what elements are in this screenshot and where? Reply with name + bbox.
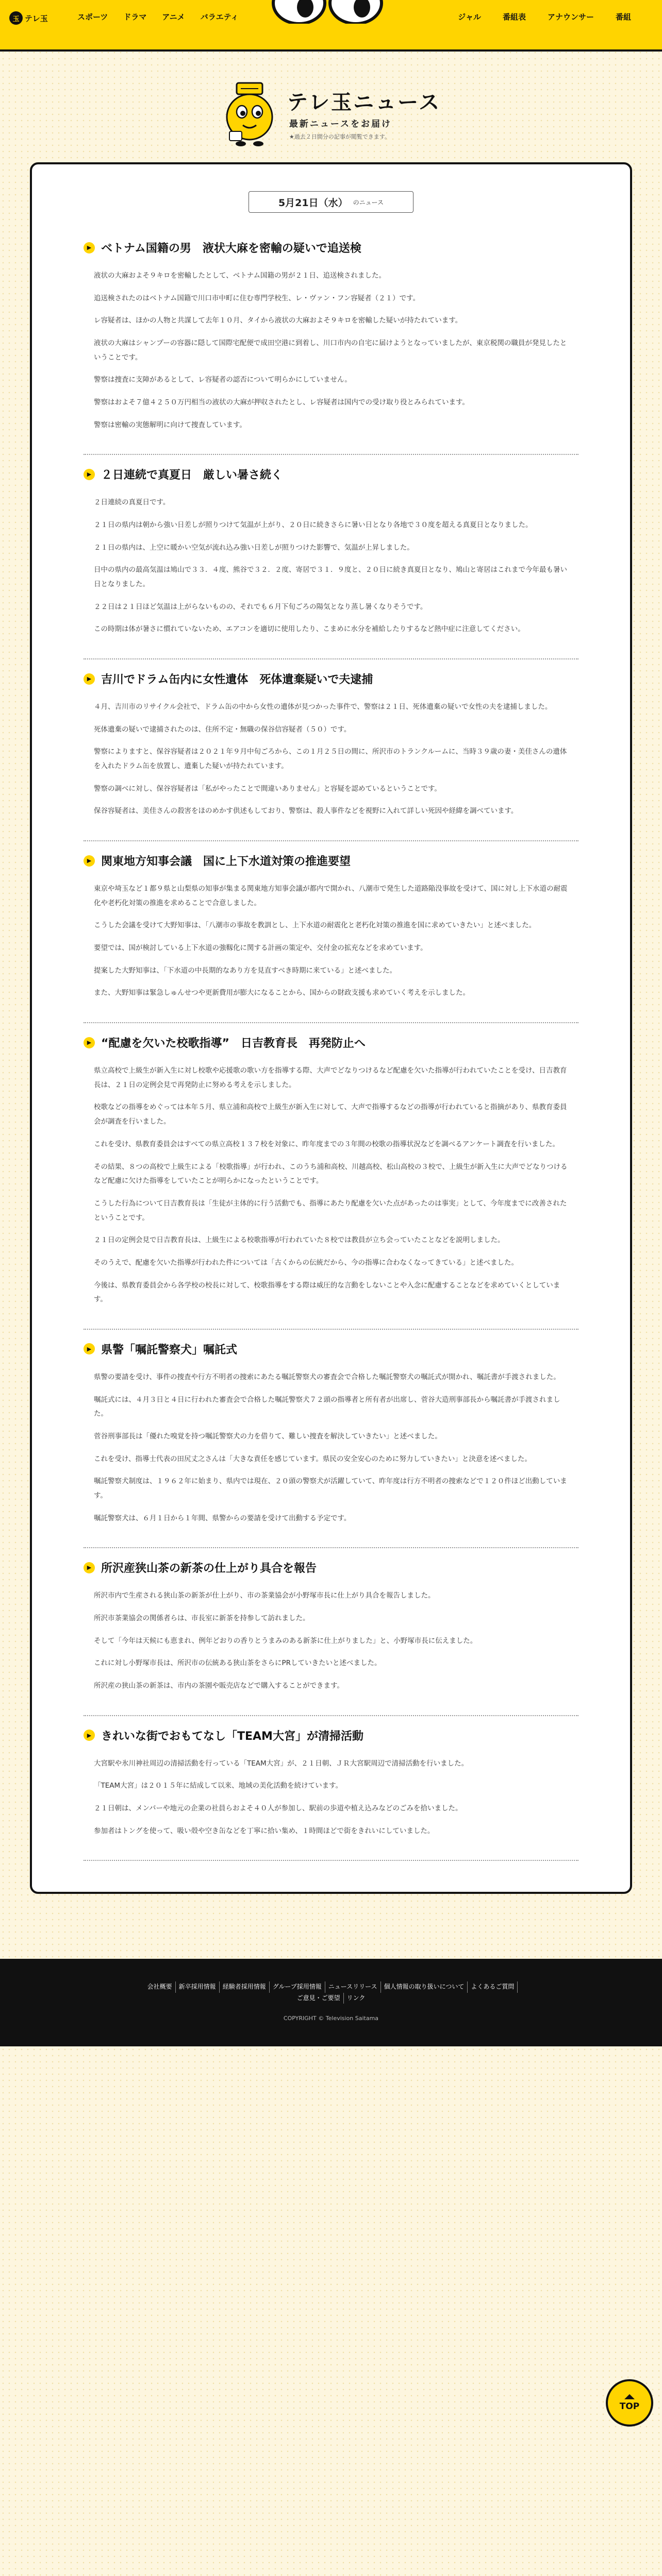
back-to-top-label: TOP [619,2401,640,2412]
news-title [84,1560,578,1575]
news-paragraph: ２日連続の真夏日です。 [94,498,170,507]
footer-link[interactable]: 会社概要 [144,1981,176,1993]
footer-link[interactable]: リンク [346,1994,366,2002]
news-title-text: きれいな街でおもてなし「TEAM大宮」が清掃活動 [101,1730,363,1743]
news-paragraph: この時期は体が暑さに慣れていないため、エアコンを適切に使用したり、こまめに水分を補給したりするなど熱中症に注意してください。 [94,625,525,634]
news-paragraph: 警察は密輸の実態解明に向けて捜査しています。 [94,420,246,429]
news-body [84,1064,578,1307]
mascot-eyes-icon [268,0,387,24]
date-label: 5月21日（水） [278,197,348,209]
chevron-right-icon: ▶ [84,673,95,685]
site-logo[interactable] [9,11,48,25]
news-paragraph: ２１日の県内は、上空に暖かい空気が流れ込み強い日差しが照りつけた影響で、気温が上昇しました。 [94,543,414,552]
news-paragraph: レ容疑者は、ほかの人物と共謀して去年１０月、タイから液状の大麻およそ９キロを密輸した疑いが持たれています。 [94,316,462,325]
footer-link[interactable]: 新卒採用情報 [176,1981,220,1993]
footer-link[interactable]: ご意見・ご要望 [294,1993,344,2004]
news-body [84,1757,578,1839]
news-paragraph: 所沢産の狭山茶の新茶は、市内の茶園や販売店などで購入することができます。 [94,1681,344,1690]
news-paragraph: 「TEAM大宮」は２０１５年に結成して以来、地域の美化活動を続けています。 [94,1782,343,1790]
news-paragraph: ２１日の県内は朝から強い日差しが照りつけて気温が上がり、２０日に続きさらに暑い日となり各地で３０度を超える真夏日となりました。 [94,521,533,530]
mascot-icon [221,80,278,147]
news-article [84,1548,578,1716]
nav-item-anime[interactable]: アニメ [162,12,185,22]
news-title [84,1341,578,1357]
news-title [84,1035,578,1050]
news-title-text: ベトナム国籍の男 液状大麻を密輸の疑いで追送検 [101,242,361,255]
chevron-right-icon: ▶ [84,855,95,867]
news-content-box [30,162,632,1894]
news-paragraph: 菅谷刑事部長は「優れた嗅覚を持つ嘱託警察犬の力を借りて、難しい捜査を解決していきたい」と述べました。 [94,1432,442,1440]
news-paragraph: ２１日の定例会見で日吉教育長は、上級生による校歌指導が行われていた８校では教員が立ち会っていたことなどを説明しました。 [94,1236,505,1245]
news-paragraph: 警察の調べに対し、保谷容疑者は「私がやったことで間違いありません」と容疑を認めているということです。 [94,784,441,793]
news-article [84,841,578,1023]
nav-item-drama[interactable]: ドラマ [123,12,147,22]
footer-link[interactable]: ニュースリリース [325,1981,381,1993]
hero-section [0,52,662,162]
news-body [84,1589,578,1693]
news-title [84,240,578,256]
news-paragraph: 警察はおよそ７億４２５０万円相当の液状の大麻が押収されたとし、レ容疑者は国内での受け取り役とみられています。 [94,398,469,407]
news-article [84,1023,578,1330]
news-paragraph: 嘱託式には、４月３日と４日に行われた審査会で合格した嘱託警察犬７２頭の指導者と所有者が出席し、菅谷大造刑事部長から嘱託書が手渡されました。 [94,1395,560,1418]
news-title-text: “配慮を欠いた校歌指導” 日吉教育長 再発防止へ [101,1037,366,1050]
news-title-text: ２日連続で真夏日 厳しい暑さ続く [101,469,283,482]
news-title [84,853,578,869]
news-paragraph: また、大野知事は緊急しゅんせつや更新費用が膨大になることから、国からの財政支援も求めていく考えを示しました。 [94,989,470,997]
news-article [84,228,578,455]
news-title-text: 吉川でドラム缶内に女性遺体 死体遺棄疑いで夫逮捕 [101,673,373,687]
chevron-right-icon: ▶ [84,469,95,480]
main-nav-left [77,11,239,22]
arrow-up-icon [624,2394,635,2399]
content-wrap [0,162,662,1894]
news-title-text: 所沢産狭山茶の新茶の仕上がり具合を報告 [101,1562,317,1575]
date-selector[interactable] [249,191,413,213]
news-paragraph: 嘱託警察犬制度は、１９６２年に始まり、県内では現在、２０頭の警察犬が活躍していて、昨年度は行方不明者の捜索などで１２０件ほど出動しています。 [94,1477,567,1500]
archive-note: ★過去２日間分の記事が閲覧できます。 [289,133,390,140]
news-paragraph: 警察によりますと、保谷容疑者は２０２１年９月中旬ごろから、この１月２５日の間に、所沢市のトランクルームに、当時３９歳の妻・美佳さんの遺体を入れたドラム缶を放置し、遺棄した疑いが持たれています。 [94,748,567,771]
nav-item-variety[interactable]: バラエティ [200,12,239,22]
news-body [84,700,578,819]
news-title-text: 県警「嘱託警察犬」嘱託式 [101,1343,238,1357]
news-paragraph: こうした行為について日吉教育長は「生徒が主体的に行う活動でも、指導にあたり配慮を欠いた点があったのは事実」として、今年度までに改善されたということです。 [94,1199,567,1222]
news-paragraph: 県立高校で上級生が新入生に対し校歌や応援歌の歌い方を指導する際、大声でどなりつけるなど配慮を欠いた指導が行われていたことを受け、日吉教育長は、２１日の定例会見で再発防止に努める考えを示しました。 [94,1066,567,1089]
news-paragraph: ２１日朝は、メンバーや地元の企業の社員らおよそ４０人が参加し、駅前の歩道や植え込みなどのごみを拾いました。 [94,1804,462,1812]
news-list [84,228,578,1861]
news-paragraph: 追送検されたのはベトナム国籍で川口市中町に住む専門学校生、レ・ヴァン・フン容疑者（２１）です。 [94,294,420,302]
news-paragraph: これに対し小野塚市長は、所沢市の伝統ある狭山茶をさらにPRしていきたいと述べました。 [94,1659,382,1668]
news-paragraph: ４月、吉川市のリサイクル会社で、ドラム缶の中から女性の遺体が見つかった事件で、警察は２１日、死体遺棄の疑いで女性の夫を逮捕しました。 [94,703,552,711]
site-header [0,0,662,52]
news-paragraph: ２２日は２１日ほど気温は上がらないものの、それでも６月下旬ごろの陽気となり蒸し暑くなりそうです。 [94,602,427,611]
footer-links [135,1981,527,2004]
logo-mark-icon: 玉 [9,11,23,25]
footer-link[interactable]: 個人情報の取り扱いについて [381,1981,468,1993]
chevron-right-icon: ▶ [84,1562,95,1573]
page-subtitle: 最新ニュースをお届け [289,119,392,129]
back-to-top-button[interactable] [606,2379,653,2427]
news-body [84,269,578,432]
hero-text [287,80,441,141]
news-title [84,671,578,687]
news-paragraph: その結果、８つの高校で上級生による「校歌指導」が行われ、このうち浦和高校、川越高校、松山高校の３校で、上級生が新入生に大声でどなりつけるなど配慮に欠けた指導をしていたことが明らかになったということです。 [94,1162,568,1185]
chevron-right-icon: ▶ [84,242,95,253]
chevron-right-icon: ▶ [84,1343,95,1354]
news-paragraph: 液状の大麻およそ９キロを密輸したとして、ベトナム国籍の男が２１日、追送検されました。 [94,272,386,280]
news-body [84,882,578,1001]
news-paragraph: これを受け、指導士代表の田尻丈之さんは「大きな責任を感じています。県民の安全安心のために努力していきたい」と決意を述べました。 [94,1454,532,1463]
main-nav-right [458,11,631,22]
news-paragraph: 警察は捜査に支障があるとして、レ容疑者の認否について明らかにしていません。 [94,376,352,384]
footer-link[interactable]: よくあるご質問 [468,1981,518,1993]
news-article [84,1330,578,1548]
news-paragraph: 東京や埼玉など１都９県と山梨県の知事が集まる関東地方知事会議が都内で開かれ、八潮市で発生した道路陥没事故を受けて、国に対し上下水道の耐震化や老朽化対策の推進を求めることで合意しました。 [94,885,568,907]
nav-item-genre[interactable]: ジャル [458,12,481,22]
page-title: テレ玉ニュース [287,91,441,114]
news-paragraph: 液状の大麻はシャンプーの容器に隠して国際宅配便で成田空港に到着し、川口市内の自宅に届けようとなっていましたが、東京税関の職員が発見したということです。 [94,339,567,362]
news-paragraph: そのうえで、配慮を欠いた指導が行われた件については「古くからの伝統だから、今の指導に合わなくなってきている」と述べました。 [94,1258,518,1267]
news-paragraph: そして「今年は天候にも恵まれ、例年どおりの香りとうまみのある新茶に仕上がりました」と、小野塚市長に伝えました。 [94,1636,477,1645]
news-paragraph: これを受け、県教育委員会はすべての県立高校１３７校を対象に、昨年度までの３年間の校歌の指導状況などを調べるアンケート調査を行いました。 [94,1140,559,1148]
nav-item-programs[interactable]: 番組 [615,12,631,22]
date-suffix: のニュース [353,198,384,206]
site-footer [0,1959,662,2046]
news-paragraph: 提案した大野知事は、「下水道の中長期的なあり方を見直すべき時期に来ている」と述べました。 [94,966,396,975]
copyright: COPYRIGHT © Television Saitama [283,2015,379,2022]
news-paragraph: 死体遺棄の疑いで逮捕されたのは、住所不定・無職の保谷信容疑者（５０）です。 [94,725,351,734]
chevron-right-icon: ▶ [84,1730,95,1741]
nav-item-schedule[interactable]: 番組表 [502,12,526,22]
news-paragraph: 県警の要請を受け、事件の捜査や行方不明者の捜索にあたる嘱託警察犬の審査会で合格した嘱託警察犬の嘱託式が開かれ、嘱託書が手渡されました。 [94,1372,560,1381]
news-title-text: 関東地方知事会議 国に上下水道対策の推進要望 [101,855,351,869]
news-article [84,659,578,841]
news-paragraph: こうした会議を受けて大野知事は、「八潮市の事故を教訓とし、上下水道の耐震化と老朽化対策の推進を国に求めていきたい」と述べました。 [94,921,536,930]
news-paragraph: 嘱託警察犬は、６月１日から１年間、県警からの要請を受けて出動する予定です。 [94,1514,351,1522]
news-article [84,455,578,659]
logo-text: テレ玉 [25,13,48,23]
news-paragraph: 日中の県内の最高気温は鳩山で３３．４度、熊谷で３２．２度、寄居で３１．９度と、２０日に続き真夏日となり、鳩山と寄居はこれまで今年最も暑い日となりました。 [94,566,567,589]
footer-link[interactable]: 経験者採用情報 [220,1981,270,1993]
news-paragraph: 所沢市内で生産される狭山茶の新茶が仕上がり、市の茶業協会が小野塚市長に仕上がり具合を報告しました。 [94,1591,435,1600]
news-paragraph: 大宮駅や氷川神社周辺の清掃活動を行っている「TEAM大宮」が、２１日朝、ＪＲ大宮駅周辺で清掃活動を行いました。 [94,1759,469,1768]
news-article [84,1716,578,1861]
news-paragraph: 要望では、国が検討している上下水道の強靱化に関する計画の策定や、交付金の拡充などを求めています。 [94,944,427,953]
news-body [84,1370,578,1526]
news-paragraph: 保谷容疑者は、美佳さんの殺害をほのめかす供述もしており、警察は、殺人事件などを視野に入れて詳しい死因や経緯を調べています。 [94,807,518,816]
news-title [84,1727,578,1743]
news-title [84,466,578,482]
nav-item-sports[interactable]: スポーツ [77,12,108,22]
nav-item-announcer[interactable]: アナウンサー [547,12,594,22]
news-paragraph: 所沢市茶業協会の関係者らは、市長室に新茶を持参して訪れました。 [94,1614,310,1622]
news-paragraph: 参加者はトングを使って、吸い殻や空き缶などを丁寧に拾い集め、１時間ほどで街をきれいにしていました。 [94,1826,435,1835]
news-body [84,496,578,637]
news-paragraph: 今後は、県教育委員会から各学校の校長に対して、校歌指導をする際は威圧的な言動をしないことや入念に配慮することなどを求めていくとしています。 [94,1281,560,1304]
news-paragraph: 校歌などの指導をめぐっては本年５月、県立浦和高校で上級生が新入生に対して、大声で指導するなどの指導が行われていると指摘があり、県教育委員会が調査を行いました。 [94,1103,567,1126]
footer-link[interactable]: グループ採用情報 [270,1981,325,1993]
chevron-right-icon: ▶ [84,1037,95,1048]
